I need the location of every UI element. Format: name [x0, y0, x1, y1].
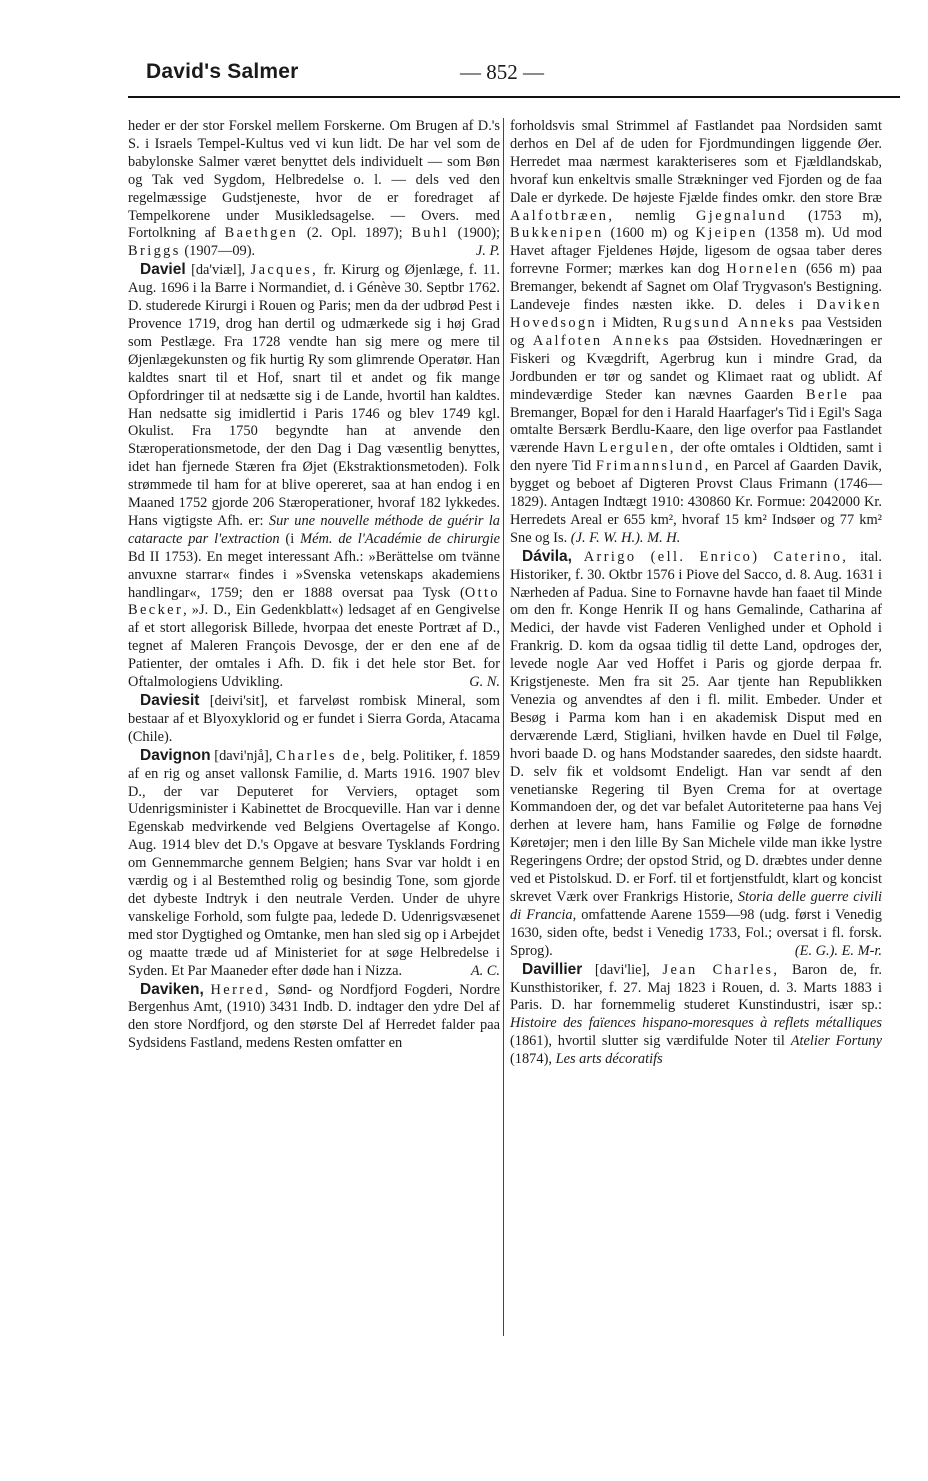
entry-davila: Dávila, Arrigo (ell. Enrico) Caterino, ital. Historiker, f. 30. Oktbr 1576 i Piove del Sacco, d. 8. Aug. 1631 i Nærheden af Padua. Sine to Fornavne havde han faaet til Minde om den fr. Konge Henrik II og hans Gemalinde, Catharina af Medici, der havde vist Faderen Venlighed under et Ophold i Frankrig. D. kom da ogsaa tidlig til dette Land, opdroges der, levede nogle Aar ved Hoffet i Paris og gjorde derpaa fr. Krigstjeneste. Men fra sit 25. Aar tjente han Republikken Venezia og anvendtes af den i fl. milit. Embeder. Under et Besøg i Parma kom han i en akademisk Disput med en derværende Lærd, Stigliani, hvilken havde en Duel til Følge, hvori baade D. og hans Modstander saaredes, den sidste haardt. D. selv fik et voldsomt Endeligt. Han var sendt af den venetianske Regering til Byen Crema for at overtage Kommandoen der, og det var befalet Autoriteterne paa hans Vej derhen at levere ham, hans Familie og Følge de fornødne Køretøjer; men i den lille By San Michele vilde man ikke lystre Regeringens Ordre; der opstod Strid, og D. dræbtes under denne ved et Pistolskud. D. er Forf. til et fortjenstfuldt, klart og koncist skrevet Værk over Frankrigs Historie, Storia delle guerre civili di Francia, omfattende Aarene 1559—98 (udg. først i Venedig 1630, siden ofte, bedst i Venedig 1733, Fol.; oversat i fl. forsk. Sprog). (E. G.). E. M-r. [510, 547, 883, 959]
column-divider [503, 118, 504, 1336]
entry-daviken: Daviken, Herred, Sønd- og Nordfjord Fogderi, Nordre Bergenhus Amt, (1910) 3431 Indb. D. indtager den ydre Del af den store Nordfjord, og den største Del af Herredet falder paa Sydsidens Fastland, medens Resten omfatter en [128, 980, 500, 1052]
entry-davillier: Davillier [davi'lie], Jean Charles, Baron de, fr. Kunsthistoriker, f. 27. Maj 1823 i Rouen, d. 3. Marts 1883 i Paris. D. har fornemmelig studeret Kunstindustri, især sp.: Histoire des faïences hispano-moresques à reflets métalliques (1861), hvortil slutter sig værdifulde Noter til Atelier Fortuny (1874), Les arts décoratifs [510, 960, 882, 1068]
headword: Daviel [140, 261, 186, 279]
entry-daviesit: Daviesit [deivi'sit], et farveløst rombisk Mineral, som bestaar af et Blyoxyklorid og er fundet i Sierra Gorda, Atacama (Chile). [128, 692, 500, 745]
entry-davignon: Davignon [davi'njå], Charles de, belg. Politiker, f. 1859 af en rig og anset vallonsk Familie, d. Marts 1916. 1907 blev D., der var Deputeret for Verviers, optaget som Udenrigsminister i Kabinettet de Brocqueville. Han var i denne Egenskab medvirkende ved Belgiens Overtagelse af Kongo. Aug. 1914 blev det D.'s Opgave at besvare Tysklands Fordring om Gennemmarche gennem Belgien; hans Svar var holdt i en værdig og i al Bestemthed rolig og besindig Tone, som gjorde det dybeste Indtryk i den neutrale Verden. Under de uhyre vanskelige Forhold, som fulgte paa, ledede D. Udenrigsvæsenet med stor Dygtighed og Omtanke, men han sled sig op i Arbejdet og maatte træde ud af Ministeriet for at søge Helbredelse i Syden. Et Par Maaneder efter døde han i Nizza. A. C. [128, 746, 500, 979]
author-signature: (E. G.). E. M-r. [794, 942, 882, 959]
right-column [510, 118, 882, 1069]
author-signature: G. N. [469, 674, 500, 691]
headword: Davignon [140, 746, 211, 764]
running-head: David's Salmer [146, 60, 299, 83]
author-signature: J. P. [475, 243, 500, 260]
entry-davids-salmer-cont: heder er der stor Forskel mellem Forskerne. Om Brugen af D.'s S. i Israels Tempel-Kultus ved vi kun lidt. De har vel som de babylonske Salmer været benyttet dels individuelt — som Bøn og Tak ved Sygdom, Helbredelse o. l. — dels ved den regelmæssige Gudstjeneste, hvor de er foredraget af Tempelkorene under Musikledsagelse. — Overs. med Fortolkning af Baethgen (2. Opl. 1897); Buhl (1900); Briggs (1907—09). J. P. [128, 118, 500, 260]
headword: Daviesit [140, 692, 200, 709]
entry-daviel: Daviel [da'viæl], Jacques, fr. Kirurg og Øjenlæge, f. 11. Aug. 1696 i la Barre i Normandiet, d. i Génève 30. Septbr 1762. D. studerede Kirurgi i Rouen og Paris; men da der udbrød Pest i Provence 1719, drog han dertil og udmærkede sig i høj Grad som Pestlæge. Fra 1728 vendte han sig mere og mere til Øjenlægekunsten og fik hurtig Ry som glimrende Operatør. Han kaldtes snart til et Hof, snart til et andet og fik mange Opfordringer til at nedsætte sig i de Lande, hvortil han kaldtes. Han nedsatte sig imidlertid i Paris 1746 og blev 1749 kgl. Okulist. Fra 1750 begyndte han at anvende den Stæroperationsmetode, der den Dag i Dag væsentlig benyttes, idet han fjernede Stæren fra Øjet (Ekstraktionsmetoden). Folk strømmede til ham for at blive opereret, saa at han endog i en Maaned 1752 gjorde 206 Stæroperationer, hvoraf 182 lykkedes. Hans vigtigste Afh. er: Sur une nouvelle méthode de guérir la cataracte par l'extraction (i Mém. de l'Académie de chirurgie Bd II 1753). En meget interessant Afh.: »Berättelse om tvänne anvuxne starrar« findes i »Svenska vetenskaps akademiens handlingar«, 1759; den er 1888 oversat paa Tysk (Otto Becker, »J. D., Ein Gedenkblatt«) ledsaget af en Gengivelse af et stort allegorisk Billede, hvorpaa det eneste Portræt af D., tegnet af Maleren François Devosge, der er den ene af de Patienter, der omtales i Afh. D. fik i det hele stor Bet. for Oftalmologiens Udvikling. G. N. [128, 261, 500, 691]
headword: Dávila, [522, 547, 572, 565]
page-header [128, 60, 898, 92]
page-number: — 852 — [460, 60, 544, 84]
left-column [128, 118, 500, 1053]
entry-daviken-cont: forholdsvis smal Strimmel af Fastlandet paa Nordsiden samt derhos en Del af de uden for Fjordmundingen liggende Øer. Herredet maa nærmest karakteriseres som et Fjældlandskab, hvoraf kun enkeltvis smalle Strækninger ved Fjorden og de faa Dale er dyrkede. De højeste Fjælde findes omkr. den store Bræ Aalfotbræen, nemlig Gjegnalund (1753 m), Bukkenipen (1600 m) og Kjeipen (1358 m). Ud mod Havet aftager Fjeldenes Højde, ligesom de ogsaa taber deres forrevne Former; mærkes kan dog Hornelen (656 m) paa Bremanger, bekendt af Sagnet om Olaf Trygvason's Bestigning. Landeveje findes næsten ikke. D. deles i Daviken Hovedsogn i Midten, Rugsund Anneks paa Vestsiden og Aalfoten Anneks paa Østsiden. Hovednæringen er Fiskeri og Kvægdrift, Agerbrug kun i mindre Grad, da Jordbunden er tør og sandet og Klimaet raat og ublidt. Af mindeværdige Steder kan nævnes Gaarden Berle paa Bremanger, Bopæl for den i Harald Haarfager's Tid i Egil's Saga omtalte Bersærk Berdlu-Kaare, den lige overfor paa Fastlandet værende Havn Lergulen, der ofte omtales i Oldtiden, samt i den nyere Tid Frimannslund, en Parcel af Gaarden Davik, bygget og beboet af Digteren Provst Claus Frimann (1746—1829). Antagen Indtægt 1910: 430860 Kr. Formue: 2042000 Kr. Herredets Areal er 655 km², hvoraf 15 km² Indsøer og 77 km² Sne og Is. (J. F. W. H.). M. H. [510, 118, 883, 546]
author-signature: A. C. [470, 962, 500, 979]
author-signature: (J. F. W. H.). M. H. [570, 529, 681, 546]
headword: Davillier [522, 960, 583, 978]
header-rule [128, 96, 900, 98]
headword: Daviken, [140, 980, 204, 998]
